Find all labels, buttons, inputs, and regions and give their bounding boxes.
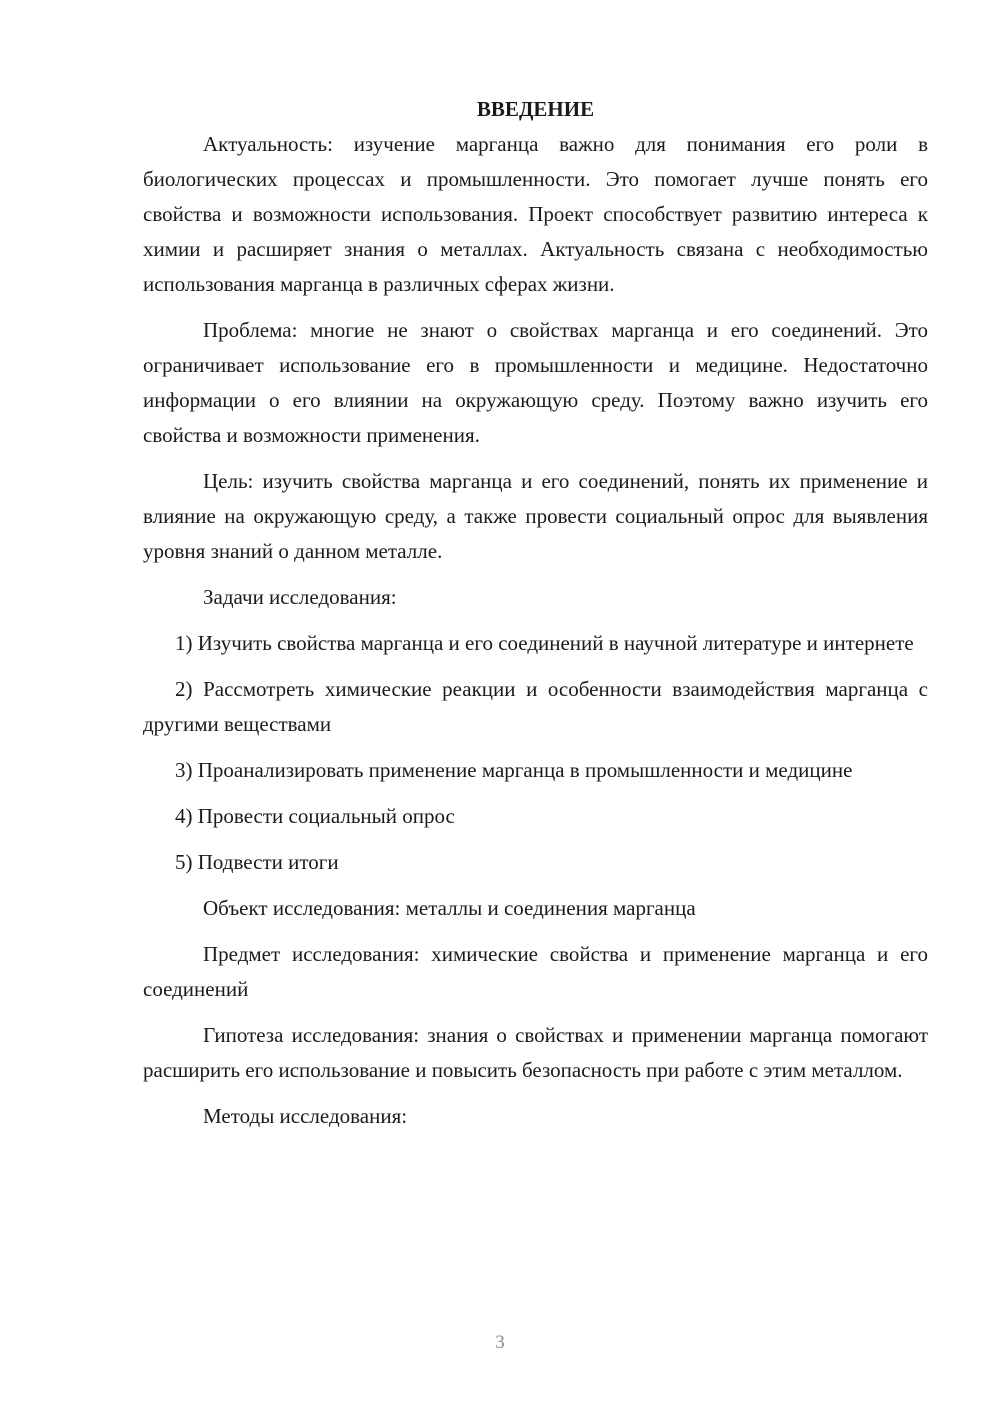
paragraph-object: Объект исследования: металлы и соединения марганца — [203, 896, 696, 920]
paragraph-problem: Проблема: многие не знают о свойствах марганца и его соединений. Это ограничивает использование его в промышленности и медицине. Недостаточно информации о его влиянии на окружающую среду. Поэтому важно изучить его свойства и возможности применения. — [143, 318, 928, 447]
task-item-5: 5) Подвести итоги — [175, 850, 339, 874]
paragraph-relevance: Актуальность: изучение марганца важно для понимания его роли в биологических процессах и промышленности. Это помогает лучше понять его свойства и возможности использования. Проект способствует развитию интереса к химии и расширяет знания о металлах. Актуальность связана с необходимостью использования марганца в различных сферах жизни. — [143, 132, 928, 296]
document-body — [143, 92, 928, 1145]
task-item-2: 2) Рассмотреть химические реакции и особенности взаимодействия марганца с другими веществами — [143, 677, 928, 736]
paragraph-tasks-heading: Задачи исследования: — [203, 585, 397, 609]
paragraph-subject: Предмет исследования: химические свойства и применение марганца и его соединений — [143, 942, 928, 1001]
task-item-4: 4) Провести социальный опрос — [175, 804, 455, 828]
task-item-3: 3) Проанализировать применение марганца в промышленности и медицине — [175, 758, 853, 782]
section-title: ВВЕДЕНИЕ — [476, 97, 595, 121]
paragraph-goal: Цель: изучить свойства марганца и его соединений, понять их применение и влияние на окружающую среду, а также провести социальный опрос для выявления уровня знаний о данном металле. — [143, 469, 928, 563]
page-number: 3 — [495, 1332, 505, 1353]
paragraph-hypothesis: Гипотеза исследования: знания о свойствах и применении марганца помогают расширить его использование и повысить безопасность при работе с этим металлом. — [143, 1023, 928, 1082]
task-item-1: 1) Изучить свойства марганца и его соединений в научной литературе и интернете — [175, 631, 914, 655]
paragraph-methods: Методы исследования: — [203, 1104, 408, 1128]
